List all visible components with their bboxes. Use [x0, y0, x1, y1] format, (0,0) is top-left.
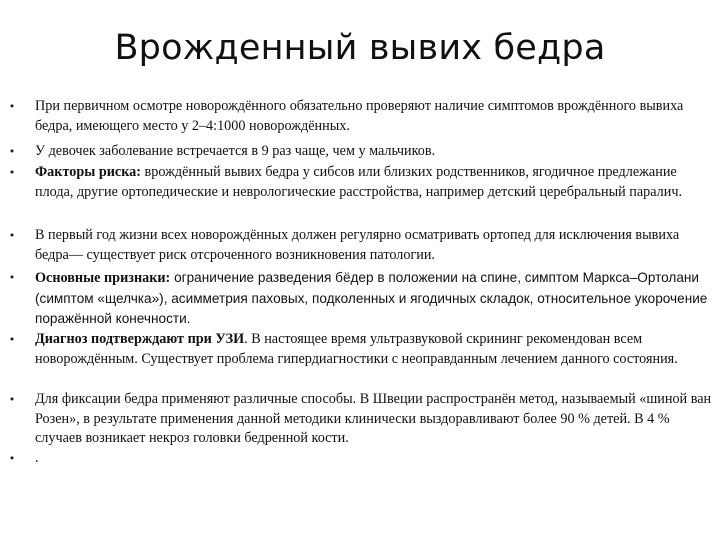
bullet-icon: •: [8, 393, 16, 406]
bullet-bold-lead: Факторы риска:: [35, 164, 141, 180]
bullet-text: У девочек заболевание встречается в 9 раз чаще, чем у мальчиков.: [35, 143, 436, 159]
bullet-icon: •: [8, 166, 16, 179]
bullet-text: .: [35, 450, 39, 466]
bullet-text: . В настоящее время ультразвуковой скрининг рекомендован всем новорождённым. Существует проблема гипердиагностики с неоправданным лечением данного состояния.: [35, 331, 678, 367]
bullet-icon: •: [8, 452, 16, 465]
slide-title: Врожденный вывих бедра: [114, 28, 606, 68]
bullet-item: [8, 226, 715, 265]
bullet-item: [8, 163, 715, 202]
bullet-icon: •: [8, 145, 16, 158]
bullet-item: [8, 449, 715, 469]
bullet-bold-lead: Диагноз подтверждают при УЗИ: [35, 331, 245, 347]
bullet-icon: •: [8, 333, 16, 346]
bullet-icon: •: [8, 100, 16, 113]
bullet-text: В первый год жизни всех новорождённых должен регулярно осматривать ортопед для исключения вывиха бедра— существует риск отсроченного возникновения патологии.: [35, 227, 680, 263]
bullet-text: При первичном осмотре новорождённого обязательно проверяют наличие симптомов врождённого вывиха бедра, имеющего место у 2–4:1000 новорождённых.: [35, 98, 684, 134]
bullet-icon: •: [8, 229, 16, 242]
bullet-item: [8, 268, 715, 330]
bullet-item: [8, 390, 715, 449]
bullet-item: [8, 97, 715, 136]
bullet-item: [8, 330, 715, 369]
bullet-text: Для фиксации бедра применяют различные способы. В Швеции распространён метод, называемый «шиной ван Розен», в результате применения данной методики клинически выздоравливают более 90 % детей. В 4 % случаев возникает некроз головки бедренной кости.: [35, 391, 712, 447]
bullet-icon: •: [8, 271, 16, 284]
bullet-item: [8, 142, 715, 162]
bullet-text: врождённый вывих бедра у сибсов или близких родственников, ягодичное предлежание плода, другие ортопедические и неврологические расстройства, например детский церебральный паралич.: [35, 164, 683, 200]
bullet-bold-lead: Основные признаки:: [35, 270, 171, 286]
bullet-text: ограничение разведения бёдер в положении на спине, симптом Маркса–Ортолани (симптом «щелчка»), асимметрия паховых, подколенных и ягодичных складок, относительное укорочение поражённой конечности.: [35, 270, 708, 327]
